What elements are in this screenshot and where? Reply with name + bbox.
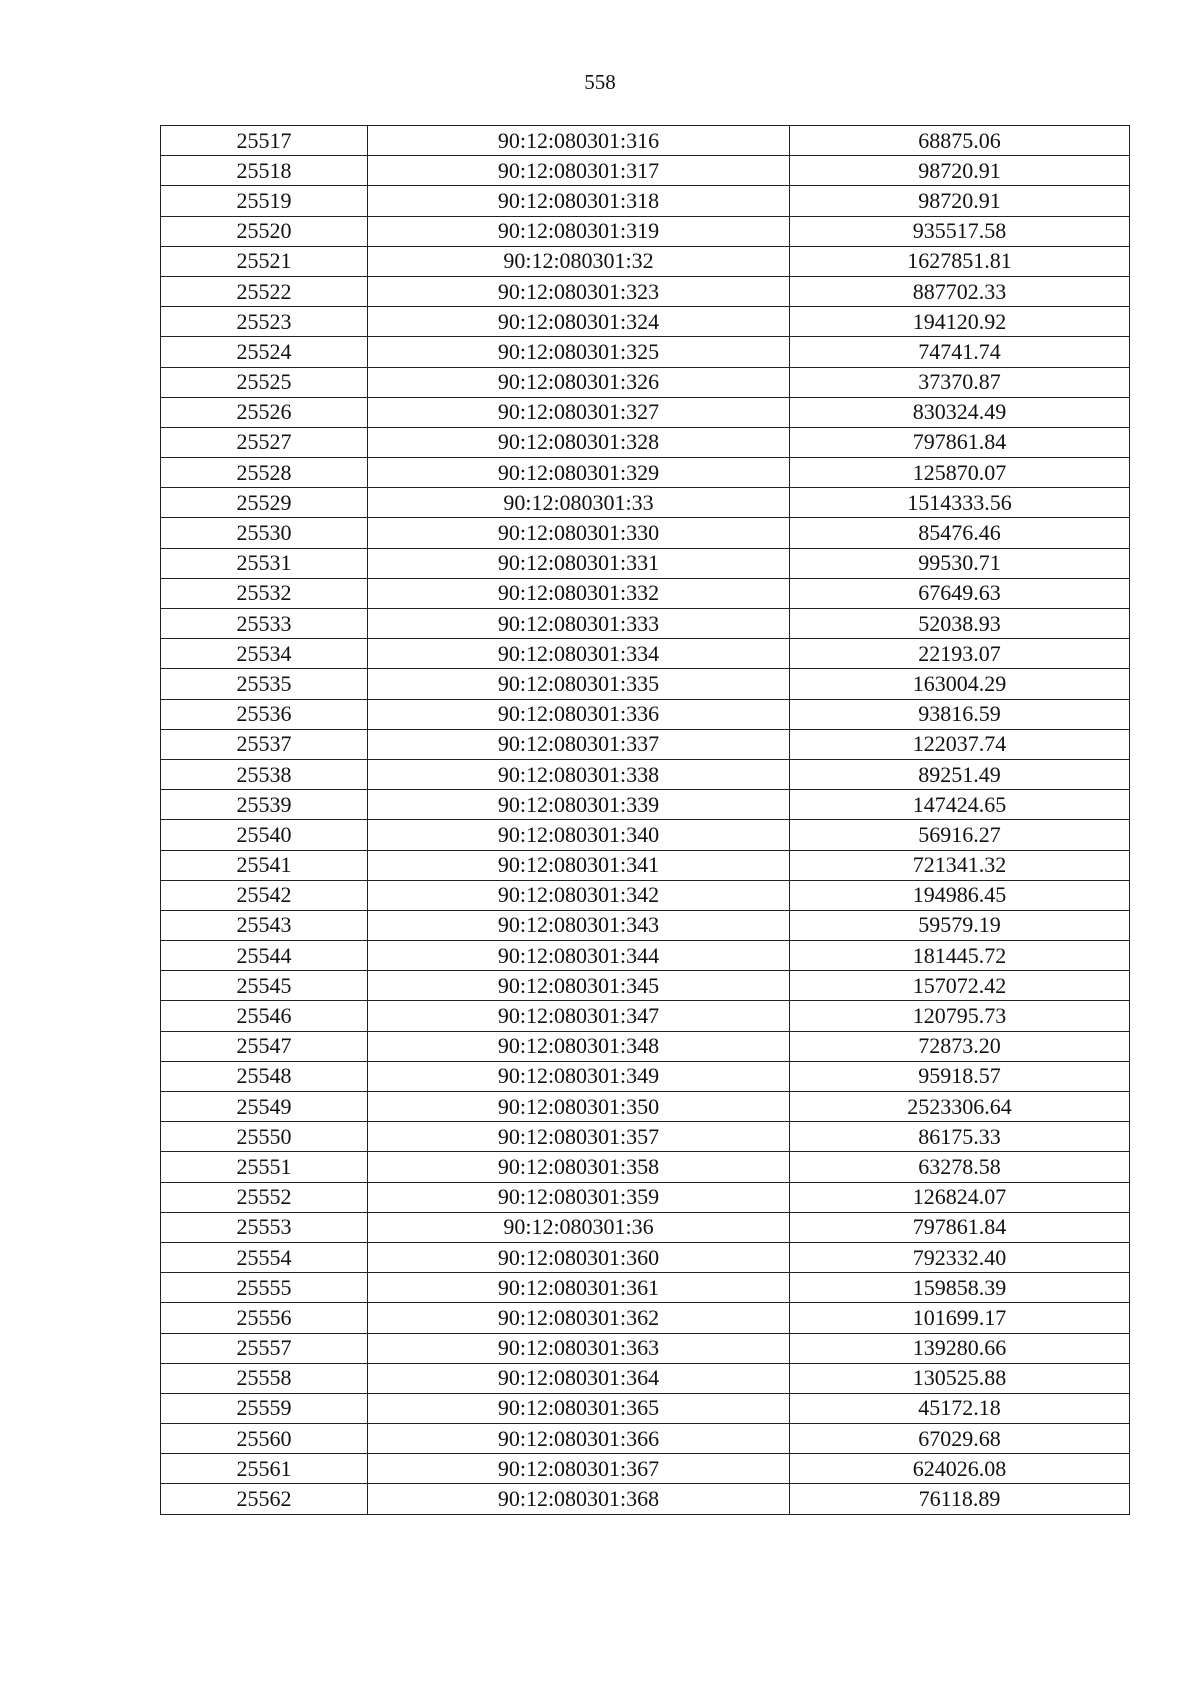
row-number-cell: 25555 — [161, 1273, 368, 1303]
row-number-cell: 25520 — [161, 216, 368, 246]
cadastral-value-cell: 76118.89 — [790, 1484, 1130, 1514]
table-row — [161, 1031, 1130, 1061]
cadastral-value-cell: 67649.63 — [790, 578, 1130, 608]
cadastral-number-cell: 90:12:080301:349 — [368, 1061, 790, 1091]
row-number-cell: 25531 — [161, 548, 368, 578]
table-row — [161, 759, 1130, 789]
cadastral-value-cell: 887702.33 — [790, 276, 1130, 306]
cadastral-number-cell: 90:12:080301:359 — [368, 1182, 790, 1212]
row-number-cell: 25543 — [161, 910, 368, 940]
row-number-cell: 25524 — [161, 337, 368, 367]
cadastral-number-cell: 90:12:080301:343 — [368, 910, 790, 940]
cadastral-number-cell: 90:12:080301:36 — [368, 1212, 790, 1242]
cadastral-value-cell: 721341.32 — [790, 850, 1130, 880]
cadastral-number-cell: 90:12:080301:367 — [368, 1454, 790, 1484]
table-row — [161, 820, 1130, 850]
cadastral-value-cell: 101699.17 — [790, 1303, 1130, 1333]
cadastral-value-cell: 52038.93 — [790, 609, 1130, 639]
row-number-cell: 25535 — [161, 669, 368, 699]
cadastral-number-cell: 90:12:080301:317 — [368, 156, 790, 186]
table-row — [161, 880, 1130, 910]
table-row — [161, 699, 1130, 729]
cadastral-value-cell: 86175.33 — [790, 1122, 1130, 1152]
cadastral-number-cell: 90:12:080301:358 — [368, 1152, 790, 1182]
row-number-cell: 25537 — [161, 729, 368, 759]
row-number-cell: 25538 — [161, 759, 368, 789]
row-number-cell: 25548 — [161, 1061, 368, 1091]
row-number-cell: 25549 — [161, 1092, 368, 1122]
table-row — [161, 126, 1130, 156]
cadastral-value-cell: 89251.49 — [790, 759, 1130, 789]
row-number-cell: 25518 — [161, 156, 368, 186]
table-row — [161, 1152, 1130, 1182]
cadastral-value-cell: 98720.91 — [790, 186, 1130, 216]
cadastral-number-cell: 90:12:080301:333 — [368, 609, 790, 639]
cadastral-value-cell: 37370.87 — [790, 367, 1130, 397]
row-number-cell: 25533 — [161, 609, 368, 639]
row-number-cell: 25558 — [161, 1363, 368, 1393]
row-number-cell: 25522 — [161, 276, 368, 306]
cadastral-value-cell: 1514333.56 — [790, 488, 1130, 518]
row-number-cell: 25551 — [161, 1152, 368, 1182]
cadastral-value-cell: 157072.42 — [790, 971, 1130, 1001]
table-row — [161, 669, 1130, 699]
cadastral-value-cell: 181445.72 — [790, 941, 1130, 971]
cadastral-value-cell: 147424.65 — [790, 790, 1130, 820]
cadastral-value-cell: 45172.18 — [790, 1393, 1130, 1423]
table-row — [161, 1242, 1130, 1272]
cadastral-value-cell: 93816.59 — [790, 699, 1130, 729]
table-row — [161, 609, 1130, 639]
cadastral-number-cell: 90:12:080301:337 — [368, 729, 790, 759]
table-row — [161, 186, 1130, 216]
cadastral-value-cell: 2523306.64 — [790, 1092, 1130, 1122]
cadastral-number-cell: 90:12:080301:364 — [368, 1363, 790, 1393]
cadastral-value-cell: 163004.29 — [790, 669, 1130, 699]
cadastral-value-cell: 56916.27 — [790, 820, 1130, 850]
cadastral-value-cell: 624026.08 — [790, 1454, 1130, 1484]
table-row — [161, 790, 1130, 820]
table-row — [161, 1061, 1130, 1091]
table-row — [161, 1001, 1130, 1031]
cadastral-number-cell: 90:12:080301:341 — [368, 850, 790, 880]
cadastral-number-cell: 90:12:080301:361 — [368, 1273, 790, 1303]
cadastral-number-cell: 90:12:080301:366 — [368, 1424, 790, 1454]
cadastral-number-cell: 90:12:080301:335 — [368, 669, 790, 699]
cadastral-number-cell: 90:12:080301:331 — [368, 548, 790, 578]
table-row — [161, 1424, 1130, 1454]
row-number-cell: 25525 — [161, 367, 368, 397]
row-number-cell: 25557 — [161, 1333, 368, 1363]
cadastral-value-cell: 22193.07 — [790, 639, 1130, 669]
row-number-cell: 25542 — [161, 880, 368, 910]
row-number-cell: 25536 — [161, 699, 368, 729]
row-number-cell: 25550 — [161, 1122, 368, 1152]
table-row — [161, 971, 1130, 1001]
cadastral-number-cell: 90:12:080301:336 — [368, 699, 790, 729]
row-number-cell: 25554 — [161, 1242, 368, 1272]
cadastral-number-cell: 90:12:080301:334 — [368, 639, 790, 669]
cadastral-number-cell: 90:12:080301:318 — [368, 186, 790, 216]
table-row — [161, 1454, 1130, 1484]
row-number-cell: 25545 — [161, 971, 368, 1001]
cadastral-value-cell: 98720.91 — [790, 156, 1130, 186]
table-row — [161, 1182, 1130, 1212]
cadastral-value-cell: 1627851.81 — [790, 246, 1130, 276]
cadastral-value-cell: 797861.84 — [790, 1212, 1130, 1242]
table-row — [161, 276, 1130, 306]
cadastral-number-cell: 90:12:080301:348 — [368, 1031, 790, 1061]
cadastral-number-cell: 90:12:080301:316 — [368, 126, 790, 156]
cadastral-value-cell: 792332.40 — [790, 1242, 1130, 1272]
cadastral-number-cell: 90:12:080301:328 — [368, 427, 790, 457]
row-number-cell: 25544 — [161, 941, 368, 971]
cadastral-number-cell: 90:12:080301:360 — [368, 1242, 790, 1272]
row-number-cell: 25530 — [161, 518, 368, 548]
cadastral-number-cell: 90:12:080301:365 — [368, 1393, 790, 1423]
cadastral-value-cell: 126824.07 — [790, 1182, 1130, 1212]
cadastral-value-cell: 125870.07 — [790, 458, 1130, 488]
row-number-cell: 25546 — [161, 1001, 368, 1031]
cadastral-number-cell: 90:12:080301:330 — [368, 518, 790, 548]
row-number-cell: 25561 — [161, 1454, 368, 1484]
cadastral-number-cell: 90:12:080301:325 — [368, 337, 790, 367]
cadastral-value-cell: 159858.39 — [790, 1273, 1130, 1303]
cadastral-value-cell: 830324.49 — [790, 397, 1130, 427]
cadastral-number-cell: 90:12:080301:326 — [368, 367, 790, 397]
row-number-cell: 25519 — [161, 186, 368, 216]
row-number-cell: 25527 — [161, 427, 368, 457]
cadastral-value-cell: 72873.20 — [790, 1031, 1130, 1061]
cadastral-number-cell: 90:12:080301:332 — [368, 578, 790, 608]
cadastral-number-cell: 90:12:080301:329 — [368, 458, 790, 488]
cadastral-number-cell: 90:12:080301:345 — [368, 971, 790, 1001]
table-row — [161, 337, 1130, 367]
cadastral-value-cell: 95918.57 — [790, 1061, 1130, 1091]
table-row — [161, 427, 1130, 457]
cadastral-value-cell: 130525.88 — [790, 1363, 1130, 1393]
cadastral-value-table — [160, 125, 1130, 1515]
table-body — [161, 126, 1130, 1515]
table-row — [161, 1333, 1130, 1363]
row-number-cell: 25562 — [161, 1484, 368, 1514]
cadastral-number-cell: 90:12:080301:32 — [368, 246, 790, 276]
cadastral-number-cell: 90:12:080301:319 — [368, 216, 790, 246]
row-number-cell: 25560 — [161, 1424, 368, 1454]
cadastral-value-cell: 139280.66 — [790, 1333, 1130, 1363]
row-number-cell: 25540 — [161, 820, 368, 850]
row-number-cell: 25541 — [161, 850, 368, 880]
row-number-cell: 25556 — [161, 1303, 368, 1333]
cadastral-number-cell: 90:12:080301:344 — [368, 941, 790, 971]
row-number-cell: 25526 — [161, 397, 368, 427]
table-row — [161, 216, 1130, 246]
table-row — [161, 941, 1130, 971]
table-row — [161, 1273, 1130, 1303]
cadastral-number-cell: 90:12:080301:339 — [368, 790, 790, 820]
table-row — [161, 307, 1130, 337]
table-row — [161, 488, 1130, 518]
row-number-cell: 25539 — [161, 790, 368, 820]
page-number: 558 — [584, 70, 616, 94]
table-row — [161, 850, 1130, 880]
cadastral-value-cell: 120795.73 — [790, 1001, 1130, 1031]
row-number-cell: 25534 — [161, 639, 368, 669]
table-row — [161, 1122, 1130, 1152]
cadastral-value-cell: 67029.68 — [790, 1424, 1130, 1454]
table-row — [161, 397, 1130, 427]
table-row — [161, 1212, 1130, 1242]
table-row — [161, 1393, 1130, 1423]
row-number-cell: 25553 — [161, 1212, 368, 1242]
cadastral-number-cell: 90:12:080301:363 — [368, 1333, 790, 1363]
table-row — [161, 1484, 1130, 1514]
table-row — [161, 1363, 1130, 1393]
row-number-cell: 25523 — [161, 307, 368, 337]
cadastral-number-cell: 90:12:080301:350 — [368, 1092, 790, 1122]
row-number-cell: 25532 — [161, 578, 368, 608]
cadastral-number-cell: 90:12:080301:338 — [368, 759, 790, 789]
cadastral-value-cell: 59579.19 — [790, 910, 1130, 940]
row-number-cell: 25552 — [161, 1182, 368, 1212]
cadastral-value-cell: 194120.92 — [790, 307, 1130, 337]
row-number-cell: 25528 — [161, 458, 368, 488]
table-row — [161, 548, 1130, 578]
table-row — [161, 729, 1130, 759]
row-number-cell: 25529 — [161, 488, 368, 518]
table-row — [161, 458, 1130, 488]
cadastral-value-cell: 935517.58 — [790, 216, 1130, 246]
cadastral-number-cell: 90:12:080301:324 — [368, 307, 790, 337]
cadastral-number-cell: 90:12:080301:362 — [368, 1303, 790, 1333]
row-number-cell: 25521 — [161, 246, 368, 276]
table-row — [161, 910, 1130, 940]
cadastral-value-cell: 122037.74 — [790, 729, 1130, 759]
table-row — [161, 156, 1130, 186]
table-row — [161, 367, 1130, 397]
cadastral-value-cell: 194986.45 — [790, 880, 1130, 910]
table-row — [161, 1303, 1130, 1333]
row-number-cell: 25547 — [161, 1031, 368, 1061]
cadastral-value-cell: 99530.71 — [790, 548, 1130, 578]
table-row — [161, 246, 1130, 276]
cadastral-number-cell: 90:12:080301:357 — [368, 1122, 790, 1152]
cadastral-number-cell: 90:12:080301:342 — [368, 880, 790, 910]
cadastral-number-cell: 90:12:080301:327 — [368, 397, 790, 427]
cadastral-value-cell: 63278.58 — [790, 1152, 1130, 1182]
cadastral-value-cell: 85476.46 — [790, 518, 1130, 548]
table-row — [161, 578, 1130, 608]
row-number-cell: 25517 — [161, 126, 368, 156]
table-row — [161, 639, 1130, 669]
table-row — [161, 1092, 1130, 1122]
cadastral-number-cell: 90:12:080301:368 — [368, 1484, 790, 1514]
cadastral-number-cell: 90:12:080301:340 — [368, 820, 790, 850]
table-row — [161, 518, 1130, 548]
row-number-cell: 25559 — [161, 1393, 368, 1423]
cadastral-number-cell: 90:12:080301:33 — [368, 488, 790, 518]
cadastral-number-cell: 90:12:080301:347 — [368, 1001, 790, 1031]
cadastral-value-cell: 68875.06 — [790, 126, 1130, 156]
cadastral-number-cell: 90:12:080301:323 — [368, 276, 790, 306]
cadastral-value-cell: 74741.74 — [790, 337, 1130, 367]
cadastral-value-cell: 797861.84 — [790, 427, 1130, 457]
